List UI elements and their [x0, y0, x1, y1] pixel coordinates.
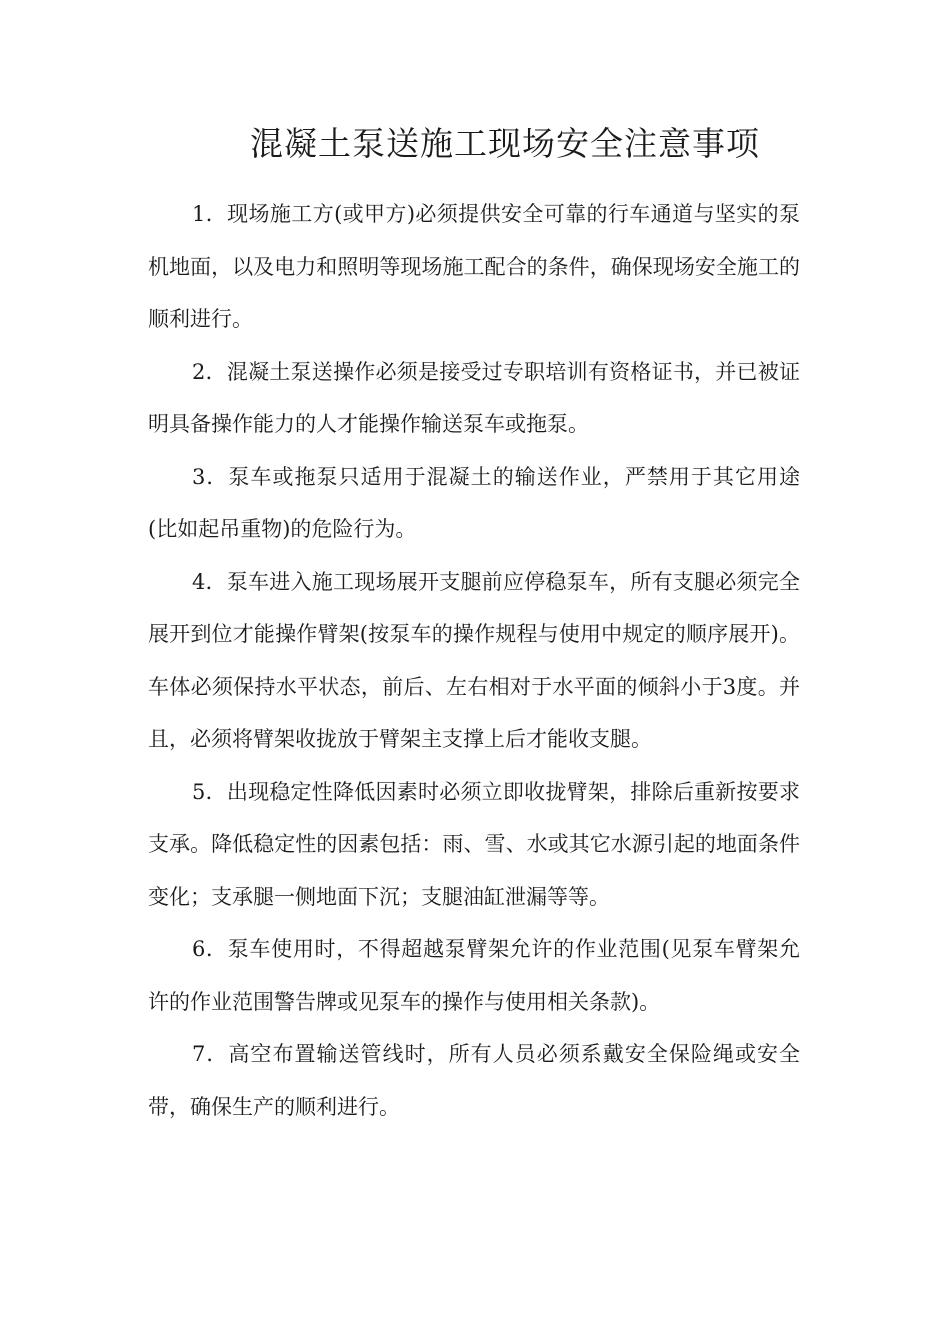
paragraph-4: 4．泵车进入施工现场展开支腿前应停稳泵车，所有支腿必须完全展开到位才能操作臂架(按泵车的操作规程与使用中规定的顺序展开)。车体必须保持水平状态，前后、左右相对于水平面的倾斜小于3度。并且，必须将臂架收拢放于臂架主支撑上后才能收支腿。 — [148, 569, 800, 751]
paragraph-2: 2．混凝土泵送操作必须是接受过专职培训有资格证书，并已被证明具备操作能力的人才能操作输送泵车或拖泵。 — [148, 359, 800, 436]
paragraph-5: 5．出现稳定性降低因素时必须立即收拢臂架，排除后重新按要求支承。降低稳定性的因素包括：雨、雪、水或其它水源引起的地面条件变化；支承腿一侧地面下沉；支腿油缸泄漏等等。 — [148, 779, 800, 909]
page-title: 混凝土泵送施工现场安全注意事项 — [250, 124, 760, 163]
paragraph-6: 6．泵车使用时，不得超越泵臂架允许的作业范围(见泵车臂架允许的作业范围警告牌或见泵车的操作与使用相关条款)。 — [148, 937, 800, 1014]
paragraph-1: 1．现场施工方(或甲方)必须提供安全可靠的行车通道与坚实的泵机地面，以及电力和照明等现场施工配合的条件，确保现场安全施工的顺利进行。 — [148, 202, 800, 331]
paragraph-7: 7．高空布置输送管线时，所有人员必须系戴安全保险绳或安全带，确保生产的顺利进行。 — [148, 1042, 800, 1119]
paragraph-3: 3．泵车或拖泵只适用于混凝土的输送作业，严禁用于其它用途(比如起吊重物)的危险行为。 — [148, 464, 800, 541]
document-body — [148, 188, 800, 1133]
